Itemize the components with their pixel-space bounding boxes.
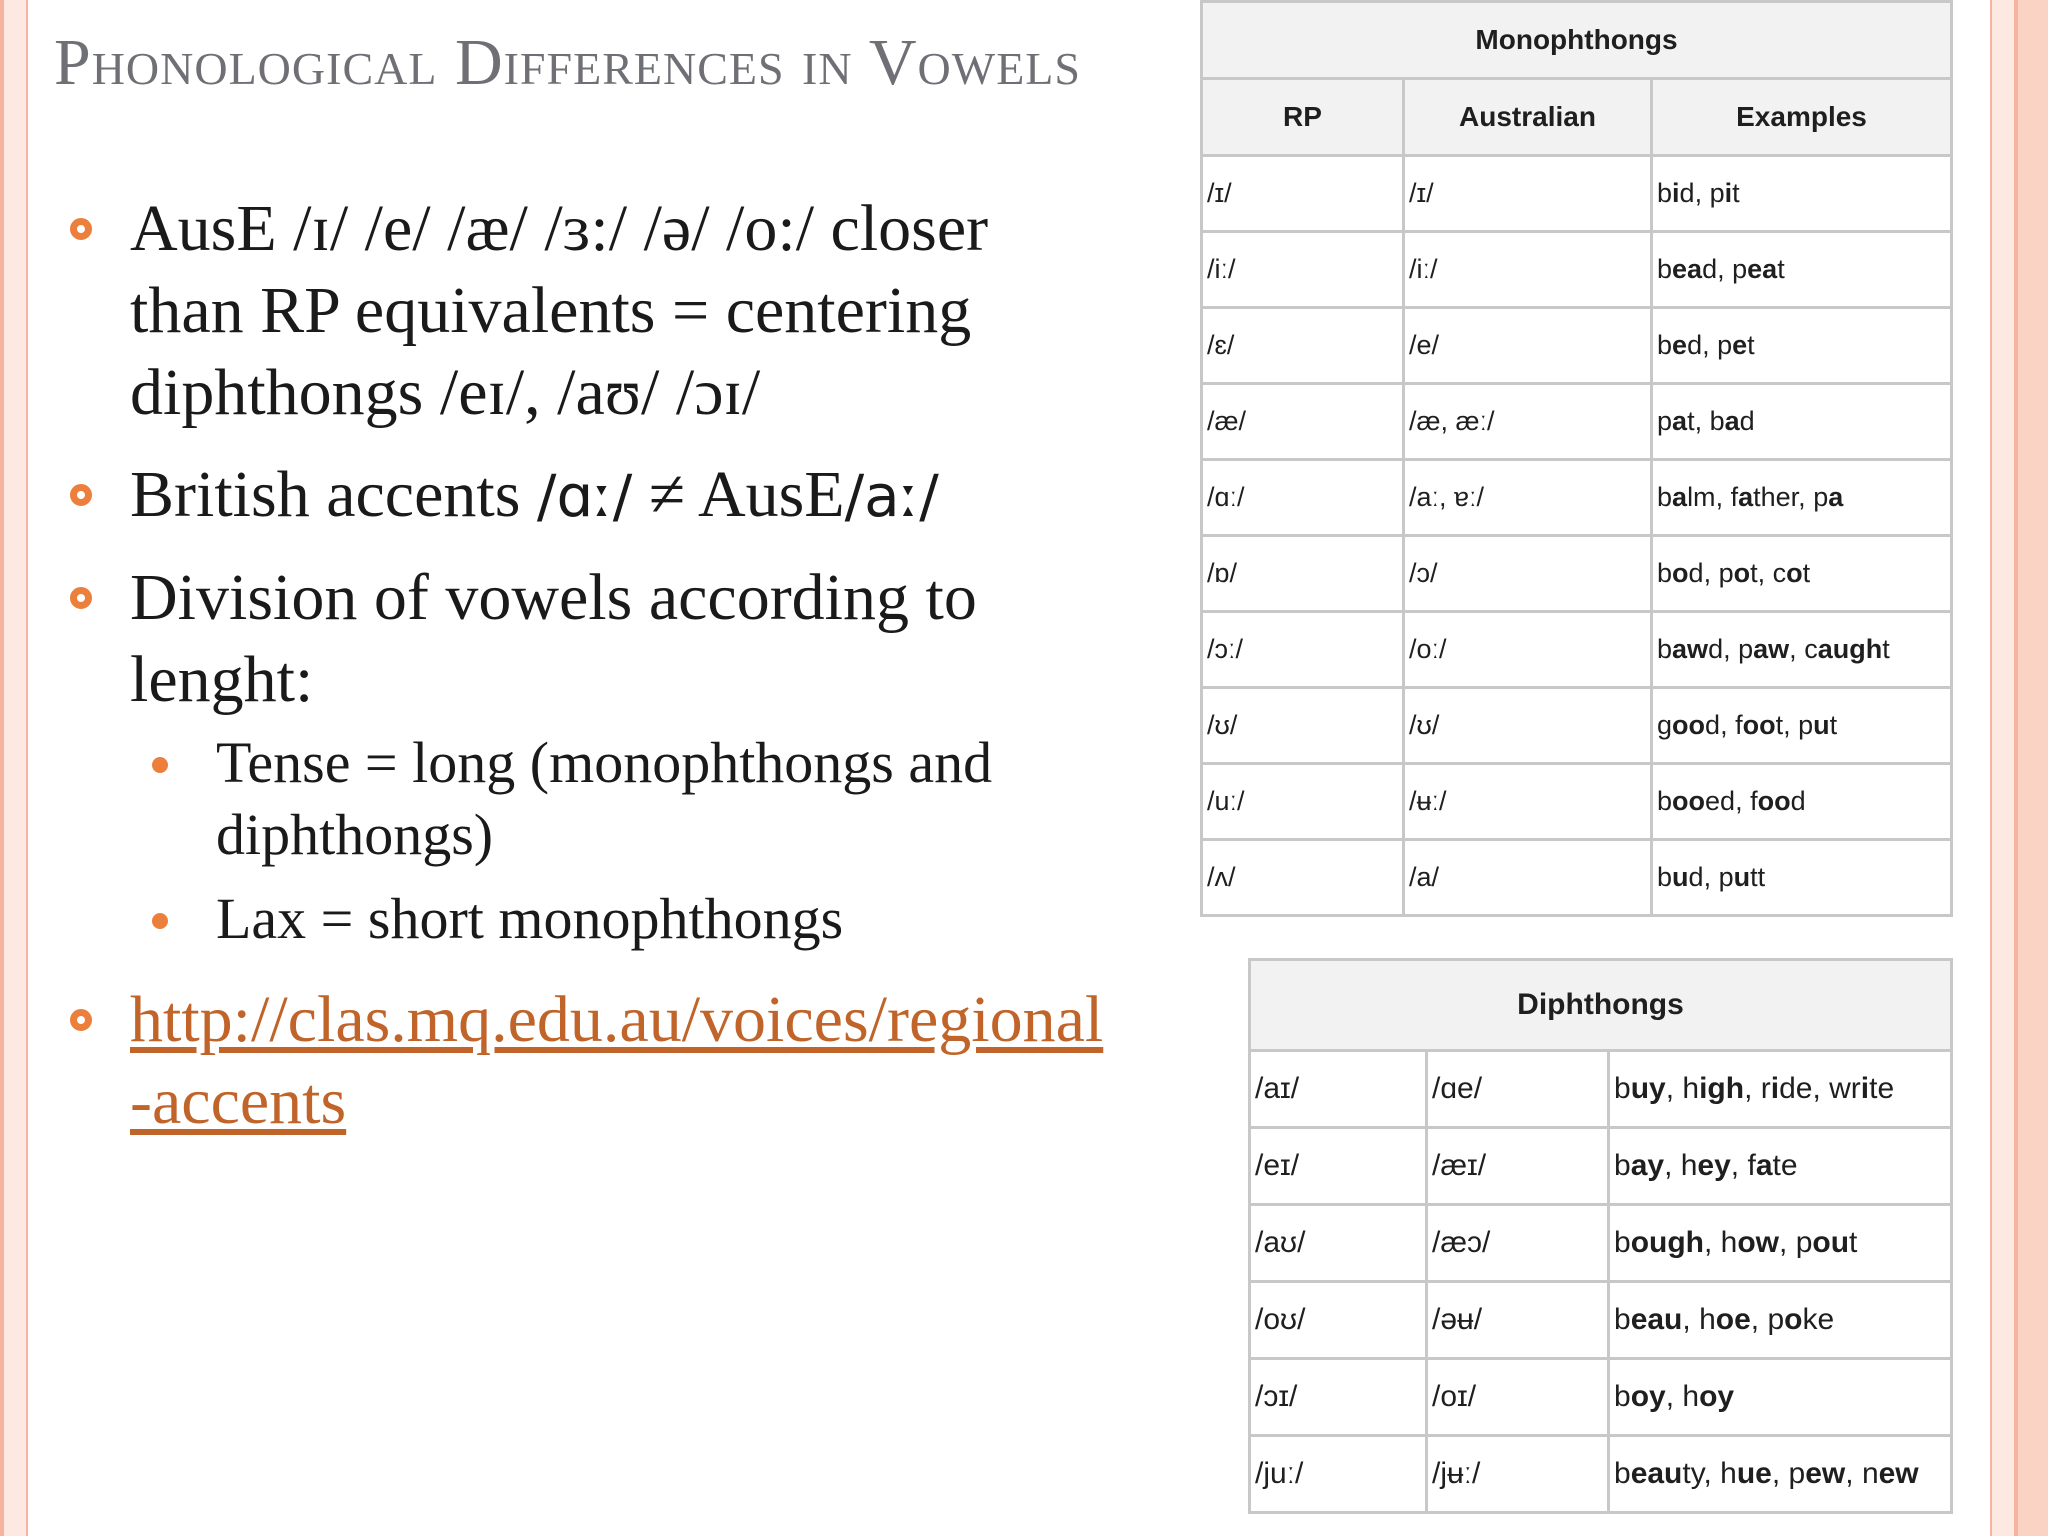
column-header-examples: Examples (1652, 79, 1952, 156)
cell-examples: bid, pit (1652, 156, 1952, 232)
left-border-line (26, 0, 28, 1536)
vowel-highlight: oy (1630, 1380, 1666, 1413)
example-word: putt (1718, 862, 1766, 892)
bullet-ring-icon (70, 1009, 92, 1031)
example-word: pit (1709, 178, 1740, 208)
vowel-highlight: a (1755, 1149, 1773, 1182)
cell-australian: /e/ (1404, 308, 1652, 384)
table-row (1250, 1282, 1952, 1359)
example-word: new (1861, 1457, 1919, 1490)
example-word: how (1720, 1226, 1780, 1259)
vowel-highlight: u (1672, 862, 1689, 892)
vowel-highlight: oo (1672, 786, 1706, 816)
bullet-dot-icon (152, 757, 168, 773)
vowel-highlight: eau (1630, 1457, 1683, 1490)
cell-examples: bay, hey, fate (1609, 1128, 1952, 1205)
vowel-highlight: oo (1672, 710, 1706, 740)
vowel-highlight: a (1672, 482, 1688, 512)
cell-examples: pat, bad (1652, 384, 1952, 460)
cell-examples: beauty, hue, pew, new (1609, 1436, 1952, 1513)
example-word: food (1750, 786, 1806, 816)
example-word: caught (1804, 634, 1890, 664)
cell-examples: bawd, paw, caught (1652, 612, 1952, 688)
example-word: hoy (1682, 1380, 1735, 1413)
table-title: Monophthongs (1202, 2, 1952, 79)
cell-australian: /æɪ/ (1427, 1128, 1609, 1205)
example-word: put (1798, 710, 1838, 740)
example-word: foot (1735, 710, 1784, 740)
diphthongs-table (1248, 958, 1953, 1514)
bullet-text-prefix: British accents (130, 458, 537, 531)
example-word: boy (1614, 1380, 1666, 1413)
example-word: hoe (1699, 1303, 1751, 1336)
bullet-link (70, 979, 1110, 1143)
cell-australian: /ʊ/ (1404, 688, 1652, 764)
table-row (1202, 384, 1952, 460)
right-border-inner-band (1992, 0, 2014, 1536)
example-word: write (1829, 1072, 1895, 1105)
vowel-highlight: o (1784, 1303, 1803, 1336)
example-word: poke (1767, 1303, 1835, 1336)
cell-examples: bead, peat (1652, 232, 1952, 308)
vowel-highlight: o (1672, 558, 1689, 588)
example-word: fate (1747, 1149, 1798, 1182)
example-word: good (1657, 710, 1721, 740)
example-word: hue (1720, 1457, 1772, 1490)
example-word: bod (1657, 558, 1704, 588)
cell-examples: bud, putt (1652, 840, 1952, 916)
vowel-highlight: a (1828, 482, 1844, 512)
example-word: bough (1614, 1226, 1704, 1259)
example-word: hey (1680, 1149, 1731, 1182)
left-border-band (4, 0, 26, 1536)
bullet-vowel-closeness (70, 188, 1110, 434)
cell-rp: /ɒ/ (1202, 536, 1404, 612)
vowel-highlight: e (1672, 330, 1688, 360)
diphthongs-table-body (1250, 1051, 1952, 1513)
cell-rp: /aɪ/ (1250, 1051, 1427, 1128)
sub-bullet-text: Lax = short monophthongs (216, 886, 844, 951)
bullet-ring-icon (70, 484, 92, 506)
vowel-highlight: ay (1630, 1149, 1665, 1182)
bullet-text: Division of vowels according to lenght: (130, 561, 977, 716)
example-word: bead (1657, 254, 1718, 284)
cell-australian: /əʉ/ (1427, 1282, 1609, 1359)
example-word: bid (1657, 178, 1695, 208)
regional-accents-link[interactable]: http://clas.mq.edu.au/voices/regional-accents (130, 983, 1104, 1138)
example-word: pat (1657, 406, 1695, 436)
cell-examples: buy, high, ride, write (1609, 1051, 1952, 1128)
sub-bullet-list (150, 727, 1110, 955)
example-word: paw (1738, 634, 1790, 664)
vowel-highlight: i (1770, 1072, 1780, 1105)
vowel-highlight: ow (1737, 1226, 1780, 1259)
example-word: booed (1657, 786, 1736, 816)
table-row (1202, 460, 1952, 536)
cell-australian: /æɔ/ (1427, 1205, 1609, 1282)
example-word: bad (1709, 406, 1755, 436)
cell-examples: balm, father, pa (1652, 460, 1952, 536)
example-word: father (1730, 482, 1799, 512)
cell-examples: boy, hoy (1609, 1359, 1952, 1436)
table-row (1202, 688, 1952, 764)
cell-australian: /a/ (1404, 840, 1652, 916)
bullet-text-middle: ≠ AusE (632, 458, 845, 531)
table-row (1202, 308, 1952, 384)
cell-australian: /ɑe/ (1427, 1051, 1609, 1128)
monophthongs-table-body (1202, 156, 1952, 916)
ipa-symbol: /aː/ (844, 462, 939, 530)
cell-rp: /ɛ/ (1202, 308, 1404, 384)
example-word: beau (1614, 1303, 1683, 1336)
example-word: cot (1772, 558, 1811, 588)
vowel-highlight: aw (1753, 634, 1790, 664)
sub-bullet-text: Tense = long (monophthongs and diphthongs) (216, 730, 993, 867)
vowel-highlight: i (1724, 178, 1733, 208)
example-word: bawd (1657, 634, 1724, 664)
cell-rp: /ɔɪ/ (1250, 1359, 1427, 1436)
example-word: beauty (1614, 1457, 1704, 1490)
vowel-highlight: o (1733, 558, 1751, 588)
cell-examples: bed, pet (1652, 308, 1952, 384)
example-word: ride (1760, 1072, 1813, 1105)
vowel-highlight: a (1672, 406, 1688, 436)
vowel-highlight: eau (1630, 1303, 1683, 1336)
bullet-text: AusE /ɪ/ /e/ /æ/ /ɜ:/ /ə/ /o:/ closer than RP equivalents = centering diphthongs /eɪ/, /aʊ/ /ɔɪ/ (130, 192, 989, 429)
vowel-highlight: oo (1742, 710, 1776, 740)
cell-australian: /æ, æː/ (1404, 384, 1652, 460)
vowel-highlight: oe (1715, 1303, 1751, 1336)
bullet-dot-icon (152, 913, 168, 929)
example-word: high (1682, 1072, 1745, 1105)
vowel-highlight: ew (1878, 1457, 1919, 1490)
example-word: pout (1795, 1226, 1858, 1259)
vowel-highlight: oy (1699, 1380, 1735, 1413)
cell-australian: /aː, ɐː/ (1404, 460, 1652, 536)
cell-rp: /ɔː/ (1202, 612, 1404, 688)
vowel-highlight: e (1732, 330, 1748, 360)
bullet-ring-icon (70, 218, 92, 240)
cell-rp: /æ/ (1202, 384, 1404, 460)
column-header-rp: RP (1202, 79, 1404, 156)
example-word: pa (1813, 482, 1844, 512)
right-border-stripe (2014, 0, 2018, 1536)
vowel-highlight: ea (1747, 254, 1778, 284)
example-word: pew (1788, 1457, 1846, 1490)
vowel-highlight: uy (1630, 1072, 1666, 1105)
cell-rp: /juː/ (1250, 1436, 1427, 1513)
vowel-highlight: a (1724, 406, 1740, 436)
vowel-highlight: ue (1736, 1457, 1772, 1490)
table-row (1250, 1128, 1952, 1205)
table-row (1250, 1359, 1952, 1436)
bullet-ring-icon (70, 587, 92, 609)
example-word: bed (1657, 330, 1703, 360)
cell-australian: /ɔ/ (1404, 536, 1652, 612)
table-row (1250, 1051, 1952, 1128)
cell-rp: /uː/ (1202, 764, 1404, 840)
cell-examples: beau, hoe, poke (1609, 1282, 1952, 1359)
example-word: buy (1614, 1072, 1666, 1105)
vowel-highlight: u (1813, 710, 1830, 740)
vowel-highlight: aw (1672, 634, 1709, 664)
right-border-band (2018, 0, 2048, 1536)
vowel-highlight: ew (1805, 1457, 1846, 1490)
cell-rp: /ɪ/ (1202, 156, 1404, 232)
cell-rp: /iː/ (1202, 232, 1404, 308)
cell-examples: bough, how, pout (1609, 1205, 1952, 1282)
right-border-line (1990, 0, 1992, 1536)
vowel-highlight: o (1786, 558, 1803, 588)
sub-bullet-lax (150, 883, 1110, 955)
vowel-highlight: oo (1757, 786, 1791, 816)
bullet-list (70, 188, 1110, 1163)
cell-rp: /ʌ/ (1202, 840, 1404, 916)
column-header-australian: Australian (1404, 79, 1652, 156)
bullet-vowel-division (70, 557, 1110, 721)
cell-australian: /ʉː/ (1404, 764, 1652, 840)
table-row (1202, 612, 1952, 688)
vowel-highlight: igh (1699, 1072, 1745, 1105)
cell-examples: bod, pot, cot (1652, 536, 1952, 612)
table-title: Diphthongs (1250, 960, 1952, 1051)
cell-australian: /ɪ/ (1404, 156, 1652, 232)
cell-rp: /aʊ/ (1250, 1205, 1427, 1282)
table-row (1202, 840, 1952, 916)
cell-rp: /ɑː/ (1202, 460, 1404, 536)
table-row (1250, 1436, 1952, 1513)
cell-australian: /jʉː/ (1427, 1436, 1609, 1513)
cell-australian: /iː/ (1404, 232, 1652, 308)
cell-examples: good, foot, put (1652, 688, 1952, 764)
sub-bullet-tense (150, 727, 1110, 871)
vowel-highlight: ey (1697, 1149, 1731, 1182)
cell-rp: /eɪ/ (1250, 1128, 1427, 1205)
slide-title: Phonological Differences in Vowels (54, 26, 1081, 99)
vowel-highlight: augh (1817, 634, 1883, 664)
cell-rp: /ʊ/ (1202, 688, 1404, 764)
example-word: pet (1717, 330, 1755, 360)
vowel-highlight: i (1860, 1072, 1870, 1105)
example-word: balm (1657, 482, 1716, 512)
cell-australian: /oɪ/ (1427, 1359, 1609, 1436)
table-row (1202, 156, 1952, 232)
example-word: bud (1657, 862, 1704, 892)
vowel-highlight: u (1733, 862, 1751, 892)
vowel-highlight: ough (1630, 1226, 1704, 1259)
vowel-highlight: a (1738, 482, 1754, 512)
monophthongs-table (1200, 0, 1953, 917)
example-word: pot (1718, 558, 1758, 588)
cell-rp: /oʊ/ (1250, 1282, 1427, 1359)
example-word: bay (1614, 1149, 1665, 1182)
table-row (1202, 232, 1952, 308)
bullet-british-accents (70, 454, 1110, 537)
table-row (1250, 1205, 1952, 1282)
vowel-highlight: ea (1672, 254, 1703, 284)
table-row (1202, 764, 1952, 840)
vowel-highlight: i (1672, 178, 1680, 208)
example-word: peat (1732, 254, 1785, 284)
cell-examples: booed, food (1652, 764, 1952, 840)
cell-australian: /oː/ (1404, 612, 1652, 688)
vowel-highlight: ou (1812, 1226, 1850, 1259)
table-row (1202, 536, 1952, 612)
ipa-symbol: /ɑː/ (536, 462, 633, 530)
